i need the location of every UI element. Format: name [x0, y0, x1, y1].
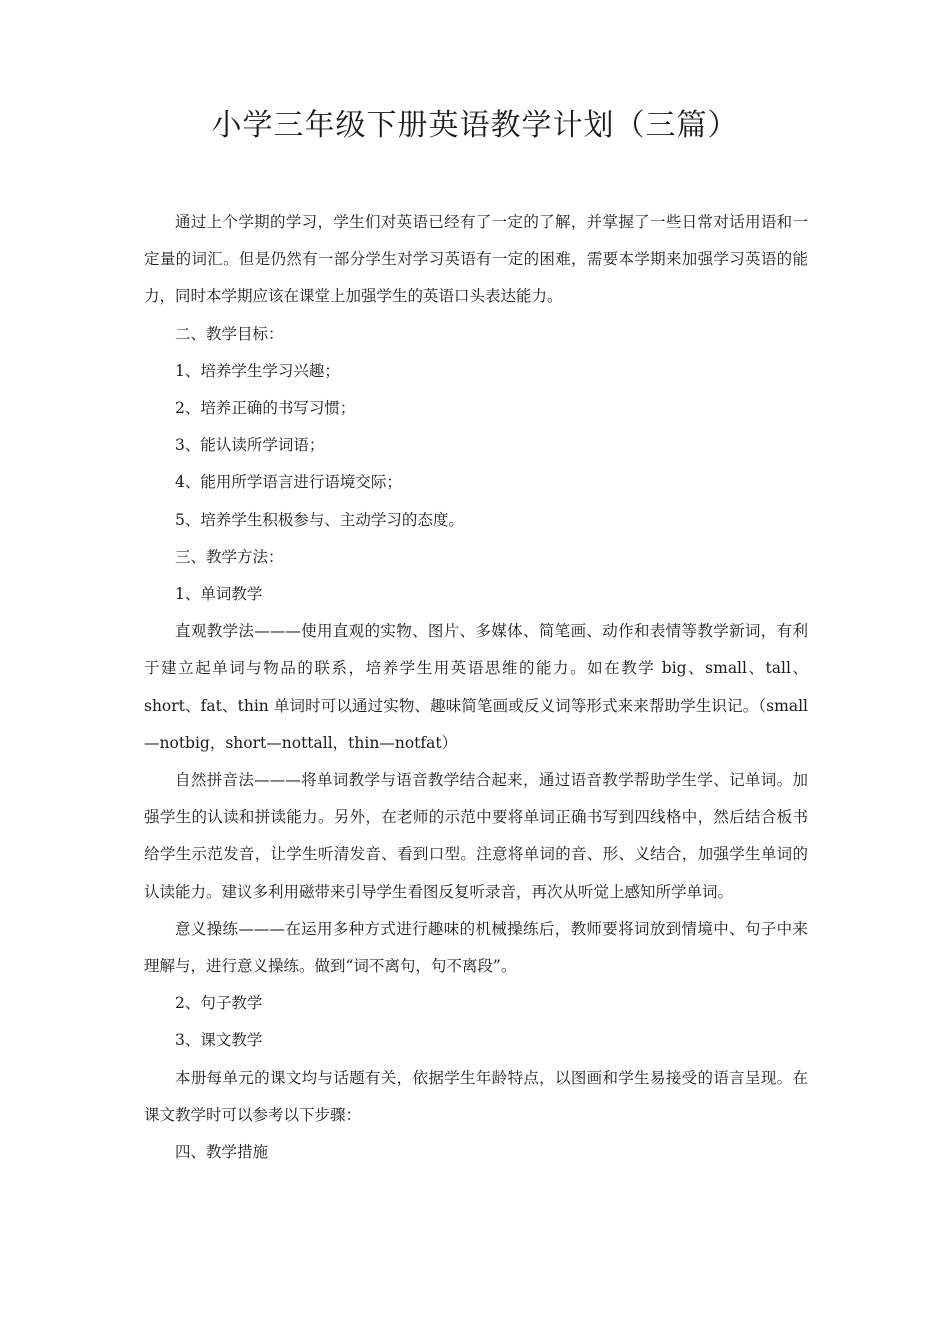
text-teaching-paragraph: 本册每单元的课文均与话题有关，依据学生年龄特点，以图画和学生易接受的语言呈现。在课文教学时可以参考以下步骤：: [144, 1068, 808, 1124]
method-paragraph: 直观教学法———使用直观的实物、图片、多媒体、简笔画、动作和表情等教学新词，有利于建立起单词与物品的联系，培养学生用英语思维的能力。如在教学 big、small、tall、short、fat、thin 单词时可以通过实物、趣味简笔画或反义词等形式来来帮助学生识记。（small—notbig，short—nottall，thin—notfat）: [144, 622, 808, 752]
goal-item: 5、培养学生积极参与、主动学习的态度。: [175, 510, 464, 529]
document-title: 小学三年级下册英语教学计划（三篇）: [211, 108, 739, 143]
document-body: [144, 204, 808, 1171]
goal-item: 4、能用所学语言进行语境交际；: [175, 473, 402, 492]
goal-item: 3、能认读所学词语；: [175, 436, 325, 455]
subheading-word-teaching: 1、单词教学: [175, 585, 263, 604]
method-paragraph: 意义操练———在运用多种方式进行趣味的机械操练后，教师要将词放到情境中、句子中来理解与，进行意义操练。做到“词不离句，句不离段”。: [144, 919, 808, 976]
method-paragraph: 自然拼音法———将单词教学与语音教学结合起来，通过语音教学帮助学生学、记单词。加强学生的认读和拼读能力。另外，在老师的示范中要将单词正确书写到四线格中，然后结合板书给学生示范发音，让学生听清发音、看到口型。注意将单词的音、形、义结合，加强学生单词的认读能力。建议多利用磁带来引导学生看图反复听录音，再次从听觉上感知所学单词。: [144, 771, 808, 901]
section-heading-goals: 二、教学目标：: [175, 324, 284, 343]
subheading-sentence-teaching: 2、句子教学: [175, 994, 263, 1013]
goal-item: 1、培养学生学习兴趣；: [175, 361, 340, 380]
intro-paragraph: 通过上个学期的学习，学生们对英语已经有了一定的了解，并掌握了一些日常对话用语和一定量的词汇。但是仍然有一部分学生对学习英语有一定的困难，需要本学期来加强学习英语的能力，同时本学期应该在课堂上加强学生的英语口头表达能力。: [144, 213, 808, 306]
section-heading-measures: 四、教学措施: [175, 1143, 269, 1162]
goal-item: 2、培养正确的书写习惯；: [175, 399, 356, 418]
subheading-text-teaching: 3、课文教学: [175, 1031, 263, 1050]
section-heading-methods: 三、教学方法：: [175, 547, 284, 566]
